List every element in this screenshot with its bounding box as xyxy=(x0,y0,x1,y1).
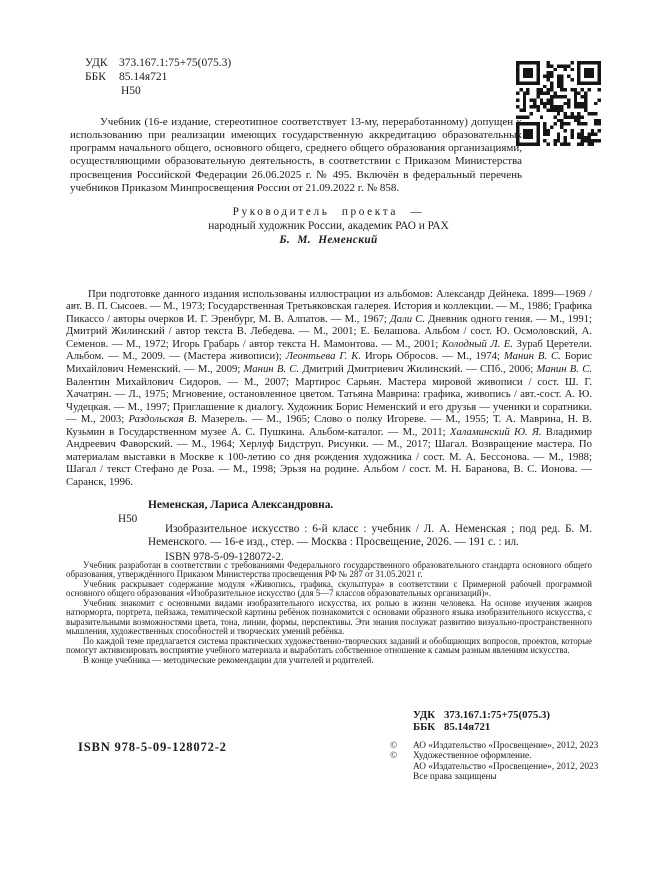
annotation-paragraph: В конце учебника — методические рекомендации для учителей и родителей. xyxy=(83,654,374,665)
admission-paragraph: Учебник (16-е издание, стереотипное соответствует 13-му, переработанному) допущен к использованию при реализации имеющих государственную аккредитацию образовательных программ начального общего, основного общего, среднего общего образования организациями, осуществляющими образовательную деятельность, в соответствии с Приказом Министерства просвещения Российской Федерации 26.06.2025 г. № 495. Включён в федеральный перечень учебников Приказом Минпросвещения России от 21.09.2022 г. № 858. xyxy=(70,116,522,194)
top-bibliographic-codes xyxy=(85,56,231,99)
copyright-block xyxy=(390,741,598,782)
copyright-line: © АО «Издательство «Просвещение», 2012, 2023 xyxy=(390,741,599,751)
isbn: ISBN 978-5-09-128072-2 xyxy=(78,740,227,754)
bbk-value: 85.14я721 xyxy=(119,71,168,84)
copyright-line: Все права защищены xyxy=(413,771,497,782)
annotation-paragraph: Учебник знакомит с основными видами изобразительного искусства, их ролью в жизни человека. На основе изучения жанров натюрморта, портрета, пейзажа, тематической картины ребёнок познакомится с основами образного языка изобразительного искусства, с выразительными возможностями цвета, тона, линии, формы, перспективы. Эти знания послужат развитию визуально-пространственного мышления, художественных способностей и творческих умений ребёнка. xyxy=(66,597,592,637)
catalog-index: Н50 xyxy=(118,513,138,525)
annotation-paragraph: Учебник раскрывает содержание модуля «Живопись, графика, скульптура» в соответствии с Примерной рабочей программой основного общего образования «Изобразительное искусство (для 5—7 классов образовательных организаций)». xyxy=(66,578,592,599)
catalog-entry: Изобразительное искусство : 6-й класс : учебник / Л. А. Неменская ; под ред. Б. М. Неменского. — 16-е изд., стер. — Москва : Просвещение, 2026. — 191 с. : ил. xyxy=(148,523,592,549)
copyright-symbol: © xyxy=(390,741,398,751)
bottom-udk-value: 373.167.1:75+75(075.3) xyxy=(444,709,551,721)
catalog-isbn-line: ISBN 978-5-09-128072-2. xyxy=(165,551,284,563)
project-lead-name: Б. М. Неменский xyxy=(279,233,378,246)
catalog-author-heading: Неменская, Лариса Александровна. xyxy=(148,499,334,511)
bottom-bbk-code xyxy=(413,722,550,734)
copyright-line: © Художественное оформление. xyxy=(390,751,532,762)
bottom-udk-label: УДК xyxy=(413,709,436,721)
udk-value: 373.167.1:75+75(075.3) xyxy=(119,57,232,69)
udk-code xyxy=(85,56,231,70)
bbk-code xyxy=(85,70,231,84)
bbk-label: ББК xyxy=(85,71,106,84)
author-sign: Н50 xyxy=(121,85,141,98)
bottom-bbk-label: ББК xyxy=(413,720,436,733)
bottom-bbk-value: 85.14я721 xyxy=(444,720,491,733)
project-lead-block xyxy=(65,206,592,247)
annotation-paragraph: По каждой теме предлагается система практических художественно-творческих заданий и обобщающих вопросов, проектов, которые помогут активизировать восприятие учебного материала и выработать собственное отношение к самым разным явлениям искусства. xyxy=(66,635,592,656)
project-lead-heading: Руководитель проекта — xyxy=(232,206,425,218)
udk-label: УДК xyxy=(85,57,108,69)
copyright-line: АО «Издательство «Просвещение», 2012, 2023 xyxy=(413,761,599,772)
project-lead-subtitle: народный художник России, академик РАО и РАХ xyxy=(208,219,449,232)
annotation-block xyxy=(66,561,592,665)
copyright-symbol: © xyxy=(390,751,398,762)
illustrations-paragraph: При подготовке данного издания использованы иллюстрации из альбомов: Александр Дейнека. 1899—1969 / авт. В. П. Сысоев. — М., 1973; Государственная Третьяковская галерея. История и коллекции. — М., 1986; Графика Пикассо / авторы очерков И. Г. Эренбург, М. В. Алпатов. — М., 1967; Дали С. Дневник одного гения. — М., 1991; Дмитрий Жилинский / автор текста В. Лебедева. — М., 2001; Е. Белашова. Альбом / сост. Ю. Осмоловский, А. Семенов. — М., 1972; Игорь Грабарь / автор текста Н. Мамонтова. — М., 2001; Колодный Л. Е. Зураб Церетели. Альбом. — М., 2009. — (Мастера живописи); Леонтьева Г. К. Игорь Обросов. — М., 1974; Манин В. С. Борис Михайлович Неменский. — М., 2009; Манин В. С. Дмитрий Дмитриевич Жилинский. — СПб., 2006; Манин В. С. Валентин Михайлович Сидоров. — М., 2007; Мартирос Сарьян. Мастера мировой живописи / сост. Ш. Г. Хачатрян. — Л., 1975; Мгновение, остановленное цветом. Татьяна Маврина: графика, живопись / авт.-сост. А. Ю. Чудецкая. — М., 1997; Приглашение к диалогу. Художник Борис Неменский и его друзья — ученики и соратники. — М., 2003; Раздольская В. Мазерель. — М., 1965; Слово о полку Игореве. — М., 1955; Т. А. Маврина, Н. В. Кузьмин в Государственном музее А. С. Пушкина. Альбом-каталог. — М., 2011; Халаминский Ю. Я. Владимир Андреевич Фаворский. — М., 1964; Херлуф Бидструп. Рисунки. — М., 2017; Шагал. Возвращение мастера. По материалам выставки в Москве к 100-летию со дня рождения художника / сост. М. А. Бессонова. — М., 1988; Шагал / текст Стефано де Роза. — М., 1998; Эрьзя на родине. Альбом / сост. М. Н. Баранова, В. С. Ионова. — Саранск, 1996. xyxy=(66,287,593,488)
qr-code xyxy=(516,61,601,146)
annotation-paragraph: Учебник разработан в соответствии с требованиями Федерального государственного образовательного стандарта основного общего образования, утверждённого Приказом Министерства просвещения РФ № 287 от 31.05.2021 г. xyxy=(66,560,592,580)
bottom-bibliographic-codes xyxy=(413,710,550,733)
